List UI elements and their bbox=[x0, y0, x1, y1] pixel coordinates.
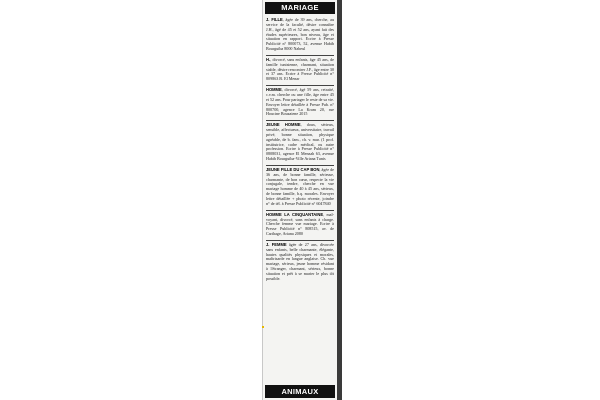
ads-list bbox=[263, 14, 337, 285]
ad-text: , mal-voyant, divorcé, sans enfants à charge. Cherche femme vue mariage. Ecrire à Presse Publicité n° 808515, av. de Carthage, Ariana 2080 bbox=[266, 211, 334, 237]
classified-ad bbox=[266, 56, 334, 86]
classified-column bbox=[262, 0, 337, 400]
ad-lead: JEUNE HOMME bbox=[266, 122, 301, 128]
classified-ad bbox=[266, 16, 334, 56]
ad-lead: J. FEMME bbox=[266, 241, 287, 247]
ad-text: , divorcé, âgé 59 ans, retraité, c.v.m. cherche ou une fille, âge entre 45 et 52 ans. Pour partager le reste de sa vie. Envoyer lettre détaillée à Presse Pub. n° 800700, agence La Kram 20, rue Houcine Bouzaiene 2015 bbox=[266, 87, 334, 117]
ad-text: , âgée de 39 ans, cherche, au service de la faculté, désire connaître J.H., âgé de 45 et 52 ans, ayant fait des études supérieures, bon niveau, âge et situation en rapport. Ecrire à Presse Publicité n° 800073, 52, avenue Habib Bourguiba 8000 Nabeul bbox=[266, 17, 334, 52]
section-header-mariage: MARIAGE bbox=[265, 2, 335, 14]
ad-lead: J. FILLE bbox=[266, 17, 283, 22]
ad-lead: JEUNE FILLE DU CAP BON bbox=[266, 166, 320, 172]
ad-text: âgée de 27 ans, divorcée sans enfants, belle charmante, élégante, hautes qualités physiques et morales, maîtrisarde en langue anglaise. Ch. vue mariage, sérieux, jeune homme résidant à l'étranger, charmant, sérieux, bonne situation et prêt à se marier le plus tôt possible. bbox=[266, 241, 334, 281]
ad-text: , divorcé, sans enfants, âge 45 ans, de famille tunisienne, charmant, situation stable, désire rencontrer J.F., âge entre 30 et 37 ans. Ecrire à Presse Publicité n° 809863 B. El Menar bbox=[266, 56, 334, 82]
ad-text: , doux, sérieux, sensible, affectueux, universitaire, travail privé, bonne situation, physique agréable, de b. fam., ch. v. mar. (1 prof. institutrice, cadre médical, ou autre profession. Ecrire à Presse Publicité n° 0808031, agence El Menzah 63, avenue Habib Bourguiba-Ville Ariana Tunis bbox=[266, 122, 334, 162]
ad-lead: HOMME bbox=[266, 87, 282, 93]
classified-ad bbox=[266, 121, 334, 166]
classified-ad bbox=[266, 86, 334, 121]
ad-lead: H. bbox=[266, 56, 271, 62]
classified-ad bbox=[266, 166, 334, 211]
ad-lead: HOMME LA CINQUANTAINE bbox=[266, 211, 324, 217]
classified-ad bbox=[266, 241, 334, 285]
classified-ad bbox=[266, 211, 334, 241]
highlight-mark bbox=[262, 326, 264, 328]
section-header-animaux: ANIMAUX bbox=[265, 385, 335, 398]
ad-text: , âgée de 36 ans, de bonne famille, sérieuse, charmante, de bon cœur, respecte la vie conjugale, tendre, cherche en vue mariage homme de 40 à 45 ans, sérieux, de bonne famille, b.q. morales. Envoyer lettre détaillée + photo récente, joindre n° de tél. à Presse Publicité n° 6047840 bbox=[266, 166, 334, 206]
